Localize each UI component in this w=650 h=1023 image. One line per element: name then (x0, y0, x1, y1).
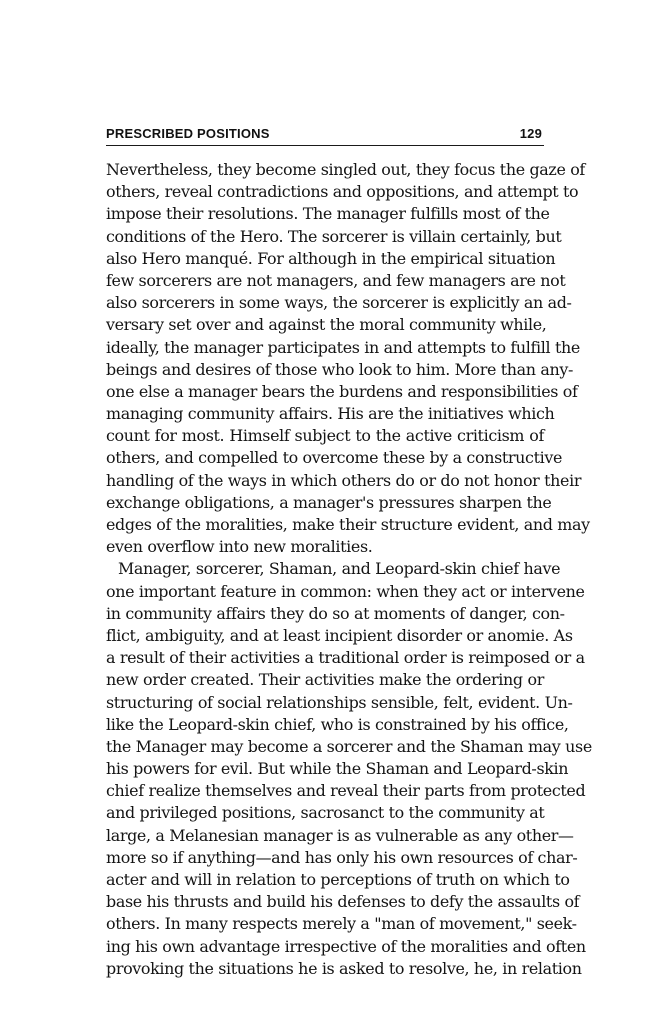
text-line: also sorcerers in some ways, the sorcerer is explicitly an ad- (106, 293, 572, 313)
text-line: more so if anything—and has only his own resources of char- (106, 847, 578, 867)
text-line: few sorcerers are not managers, and few managers are not (106, 270, 566, 290)
text-line: acter and will in relation to perceptions of truth on which to (106, 870, 570, 889)
text-line: new order created. Their activities make the ordering or (106, 670, 544, 690)
text-line: in community affairs they do so at moments of danger, con- (106, 603, 565, 623)
text-line: his powers for evil. But while the Shaman and Leopard-skin (106, 759, 569, 779)
text-line: structuring of social relationships sensible, felt, evident. Un- (106, 692, 573, 712)
running-title: PRESCRIBED POSITIONS (106, 126, 270, 141)
text-line: exchange obligations, a manager's pressures sharpen the (106, 492, 552, 512)
text-line: chief realize themselves and reveal their parts from protected (106, 781, 586, 801)
text-line: edges of the moralities, make their structure evident, and may (106, 515, 590, 534)
text-line: a result of their activities a traditional order is reimposed or a (106, 648, 585, 668)
text-line: one else a manager bears the burdens and responsibilities of (106, 381, 578, 401)
text-line: flict, ambiguity, and at least incipient disorder or anomie. As (106, 625, 573, 645)
text-line: ing his own advantage irrespective of the moralities and often (106, 936, 586, 956)
text-line: others, reveal contradictions and oppositions, and attempt to (106, 182, 579, 202)
text-line: Manager, sorcerer, Shaman, and Leopard-skin chief have (118, 559, 561, 579)
text-line: one important feature in common: when they act or intervene (106, 581, 585, 601)
text-line: Nevertheless, they become singled out, they focus the gaze of (106, 160, 585, 179)
text-line: conditions of the Hero. The sorcerer is villain certainly, but (106, 226, 562, 246)
text-line: handling of the ways in which others do or do not honor their (106, 470, 582, 490)
text-line: ideally, the manager participates in and attempts to fulfill the (106, 337, 580, 357)
text-line: like the Leopard-skin chief, who is constrained by his office, (106, 714, 569, 734)
running-head (106, 123, 544, 146)
text-line: also Hero manqué. For although in the empirical situation (106, 248, 556, 268)
text-line: beings and desires of those who look to him. More than any- (106, 359, 574, 379)
paragraph (106, 159, 590, 558)
text-line: versary set over and against the moral community while, (106, 315, 547, 335)
body-text (106, 159, 592, 980)
text-line: the Manager may become a sorcerer and the Shaman may use (106, 736, 592, 756)
text-line: count for most. Himself subject to the active criticism of (106, 426, 544, 446)
text-line: large, a Melanesian manager is as vulnerable as any other— (106, 825, 574, 845)
text-line: and privileged positions, sacrosanct to the community at (106, 803, 545, 823)
paragraph (106, 558, 592, 980)
text-line: even overflow into new moralities. (106, 537, 373, 557)
text-line: others. In many respects merely a "man of movement," seek- (106, 914, 577, 934)
text-line: managing community affairs. His are the initiatives which (106, 404, 555, 424)
text-line: provoking the situations he is asked to resolve, he, in relation (106, 958, 582, 978)
text-line: others, and compelled to overcome these by a constructive (106, 448, 563, 468)
text-line: base his thrusts and build his defenses to defy the assaults of (106, 892, 580, 912)
text-line: impose their resolutions. The manager fulfills most of the (106, 204, 550, 224)
page-number: 129 (519, 126, 542, 141)
